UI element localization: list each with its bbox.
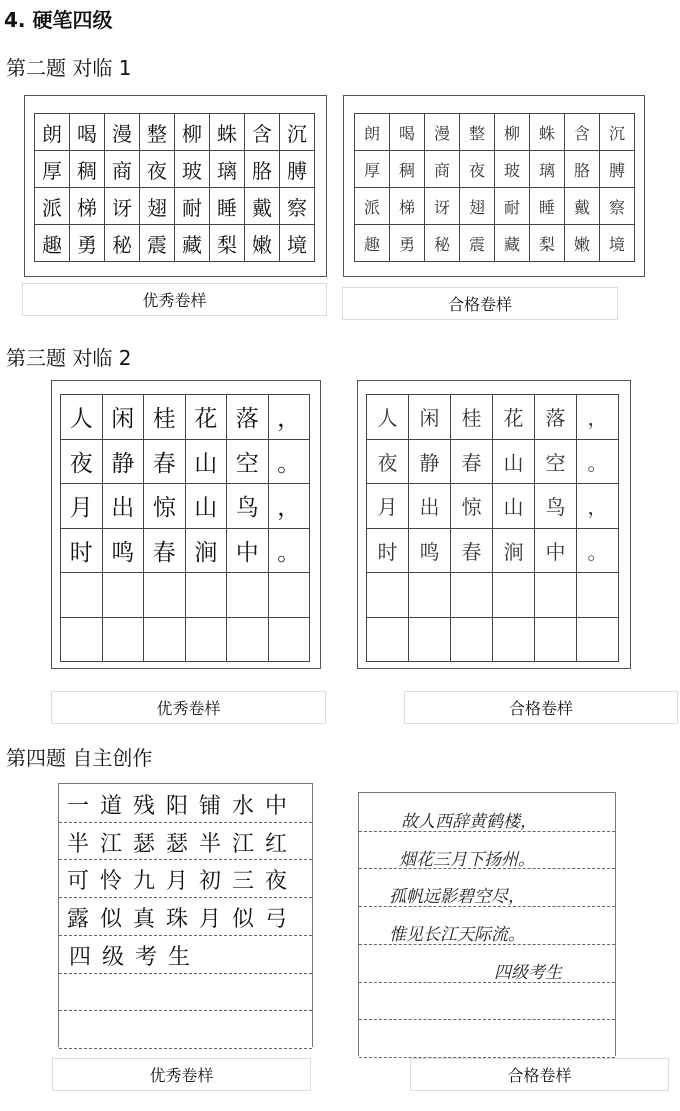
grid-cell: 鸟 (535, 484, 577, 529)
grid-cell: 月 (367, 484, 409, 529)
grid-cell (451, 573, 493, 618)
grid-cell: 花 (493, 395, 535, 440)
grid-cell (186, 618, 228, 663)
grid-cell: 睡 (530, 188, 565, 225)
q3-excellent-grid (60, 394, 310, 662)
grid-cell (144, 618, 186, 663)
grid-cell: 嫩 (565, 225, 600, 262)
grid-cell: 戴 (245, 188, 280, 225)
grid-cell (409, 573, 451, 618)
grid-cell: 。 (577, 529, 619, 574)
grid-cell: 整 (460, 114, 495, 151)
grid-cell: 春 (451, 440, 493, 485)
writing-line-text: 露似真珠月似弓 (67, 907, 299, 933)
grid-cell: 秘 (105, 225, 140, 262)
q3-pass-caption: 合格卷样 (404, 691, 678, 724)
grid-cell: 整 (140, 114, 175, 151)
grid-cell (535, 573, 577, 618)
grid-cell: 朗 (355, 114, 390, 151)
q2-excellent-grid (34, 113, 315, 262)
grid-cell: 。 (269, 440, 311, 485)
q2-excellent-sheet (24, 95, 327, 277)
grid-cell: 鸣 (103, 529, 145, 574)
grid-cell: 出 (409, 484, 451, 529)
grid-cell: 月 (61, 484, 103, 529)
grid-cell: 胳 (245, 151, 280, 188)
grid-cell: 稠 (390, 151, 425, 188)
grid-cell (144, 573, 186, 618)
grid-cell (269, 573, 311, 618)
q4-pass-sheet (358, 792, 616, 1056)
grid-cell (269, 618, 311, 663)
grid-cell: 喝 (70, 114, 105, 151)
page-title: 4. 硬笔四级 (4, 8, 113, 32)
grid-cell: 蛛 (530, 114, 565, 151)
grid-cell: 厚 (355, 151, 390, 188)
grid-cell: 勇 (390, 225, 425, 262)
grid-cell (451, 618, 493, 663)
grid-cell: 梯 (70, 188, 105, 225)
grid-cell: 时 (367, 529, 409, 574)
grid-cell: 落 (535, 395, 577, 440)
grid-cell: 沉 (600, 114, 635, 151)
grid-cell: 派 (35, 188, 70, 225)
grid-cell: 翅 (460, 188, 495, 225)
grid-cell: 膊 (600, 151, 635, 188)
grid-cell: 胳 (565, 151, 600, 188)
grid-cell: 漫 (105, 114, 140, 151)
grid-cell: 闲 (103, 395, 145, 440)
grid-cell (103, 573, 145, 618)
grid-cell (186, 573, 228, 618)
grid-cell: ， (577, 484, 619, 529)
q4-excellent-caption: 优秀卷样 (52, 1058, 311, 1091)
q2-pass-caption: 合格卷样 (342, 287, 618, 320)
grid-cell: 鸟 (227, 484, 269, 529)
q2-pass-grid (354, 113, 635, 262)
grid-cell: 玻 (175, 151, 210, 188)
grid-cell (227, 618, 269, 663)
grid-cell: 朗 (35, 114, 70, 151)
grid-cell: 趣 (355, 225, 390, 262)
grid-cell: 涧 (493, 529, 535, 574)
grid-cell: 静 (409, 440, 451, 485)
grid-cell: 夜 (460, 151, 495, 188)
grid-cell: 落 (227, 395, 269, 440)
grid-cell: 藏 (175, 225, 210, 262)
grid-cell: 商 (105, 151, 140, 188)
grid-cell: 。 (577, 440, 619, 485)
grid-cell: 闲 (409, 395, 451, 440)
grid-cell: 勇 (70, 225, 105, 262)
grid-cell: 人 (61, 395, 103, 440)
grid-cell: 派 (355, 188, 390, 225)
writing-line-text: 烟花三月下扬州。 (399, 849, 535, 870)
grid-cell: 商 (425, 151, 460, 188)
writing-line-text: 可怜九月初三夜 (67, 869, 299, 895)
grid-cell: ， (577, 395, 619, 440)
grid-cell: 境 (280, 225, 315, 262)
writing-line-text: 半江瑟瑟半江红 (67, 831, 299, 857)
q4-heading: 第四题 自主创作 (6, 746, 153, 770)
grid-cell: 玻 (495, 151, 530, 188)
writing-line-text: 故人西辞黄鹤楼， (401, 812, 537, 832)
grid-cell: 梯 (390, 188, 425, 225)
grid-cell: 花 (186, 395, 228, 440)
grid-cell: 察 (280, 188, 315, 225)
grid-cell: 藏 (495, 225, 530, 262)
grid-cell: 蛛 (210, 114, 245, 151)
grid-cell (535, 618, 577, 663)
grid-cell: 中 (535, 529, 577, 574)
grid-cell: 震 (460, 225, 495, 262)
grid-cell: 山 (186, 440, 228, 485)
grid-cell: 夜 (367, 440, 409, 485)
q2-heading: 第二题 对临 1 (6, 56, 132, 80)
grid-cell: 山 (493, 440, 535, 485)
writing-line-text: 四级考生 (494, 962, 562, 983)
q3-excellent-caption: 优秀卷样 (51, 691, 326, 724)
grid-cell (409, 618, 451, 663)
grid-cell: 惊 (451, 484, 493, 529)
q3-heading: 第三题 对临 2 (6, 346, 132, 370)
grid-cell: 嫩 (245, 225, 280, 262)
q4-pass-caption: 合格卷样 (410, 1058, 669, 1091)
grid-cell: 沉 (280, 114, 315, 151)
grid-cell: 春 (451, 529, 493, 574)
grid-cell: 空 (535, 440, 577, 485)
grid-cell: 含 (245, 114, 280, 151)
grid-cell: 喝 (390, 114, 425, 151)
grid-cell (577, 618, 619, 663)
grid-cell: 夜 (140, 151, 175, 188)
grid-cell (367, 618, 409, 663)
grid-cell (493, 618, 535, 663)
grid-cell: 稠 (70, 151, 105, 188)
grid-cell: 静 (103, 440, 145, 485)
grid-cell (103, 618, 145, 663)
grid-cell: 讶 (105, 188, 140, 225)
grid-cell: 趣 (35, 225, 70, 262)
grid-cell: 察 (600, 188, 635, 225)
grid-cell: 春 (144, 529, 186, 574)
grid-cell: 梨 (530, 225, 565, 262)
grid-cell: 戴 (565, 188, 600, 225)
grid-cell: 耐 (495, 188, 530, 225)
grid-cell (61, 573, 103, 618)
grid-cell (61, 618, 103, 663)
grid-cell: 璃 (530, 151, 565, 188)
writing-line-text: 孤帆远影碧空尽， (389, 887, 525, 908)
grid-cell: ， (269, 395, 311, 440)
grid-cell: 柳 (175, 114, 210, 151)
writing-line-text: 惟见长江天际流。 (389, 925, 525, 946)
q3-pass-sheet (357, 380, 631, 669)
grid-cell: 秘 (425, 225, 460, 262)
grid-cell: 中 (227, 529, 269, 574)
grid-cell: 膊 (280, 151, 315, 188)
q2-excellent-caption: 优秀卷样 (22, 283, 327, 316)
grid-cell: ， (269, 484, 311, 529)
q2-pass-sheet (343, 95, 645, 277)
grid-cell: 涧 (186, 529, 228, 574)
grid-cell: 惊 (144, 484, 186, 529)
grid-cell: 夜 (61, 440, 103, 485)
grid-cell: 含 (565, 114, 600, 151)
grid-cell: 漫 (425, 114, 460, 151)
grid-cell: 桂 (144, 395, 186, 440)
q3-excellent-sheet (51, 380, 321, 669)
grid-cell: 人 (367, 395, 409, 440)
grid-cell: 睡 (210, 188, 245, 225)
grid-cell: 桂 (451, 395, 493, 440)
grid-cell: 境 (600, 225, 635, 262)
writing-line-text: 一道残阳铺水中 (67, 794, 299, 819)
grid-cell: 翅 (140, 188, 175, 225)
grid-cell: 厚 (35, 151, 70, 188)
grid-cell: 璃 (210, 151, 245, 188)
grid-cell (577, 573, 619, 618)
grid-cell: 时 (61, 529, 103, 574)
grid-cell: 讶 (425, 188, 460, 225)
q3-pass-grid (366, 394, 619, 662)
grid-cell (493, 573, 535, 618)
grid-cell: 梨 (210, 225, 245, 262)
grid-cell: 出 (103, 484, 145, 529)
writing-line-text: 四级考生 (69, 944, 202, 970)
grid-cell (227, 573, 269, 618)
grid-cell: 山 (186, 484, 228, 529)
q4-excellent-sheet (58, 783, 313, 1047)
grid-cell: 耐 (175, 188, 210, 225)
grid-cell: 山 (493, 484, 535, 529)
grid-cell: 鸣 (409, 529, 451, 574)
grid-cell (367, 573, 409, 618)
grid-cell: 空 (227, 440, 269, 485)
grid-cell: 柳 (495, 114, 530, 151)
grid-cell: 震 (140, 225, 175, 262)
grid-cell: 。 (269, 529, 311, 574)
grid-cell: 春 (144, 440, 186, 485)
